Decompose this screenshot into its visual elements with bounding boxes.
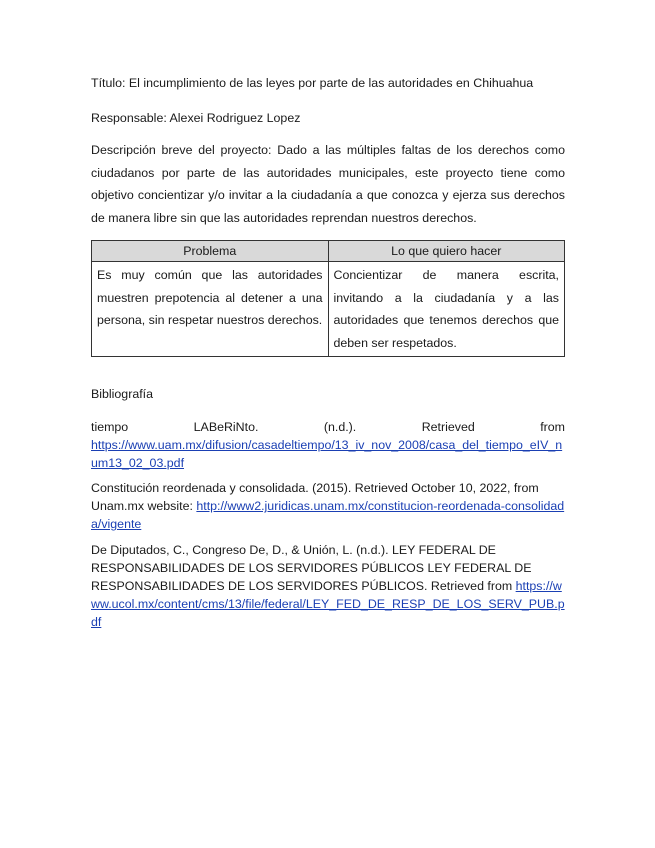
bibliografia-heading: Bibliografía	[91, 387, 153, 401]
reference-3-text: De Diputados, C., Congreso De, D., & Unión, L. (n.d.). LEY FEDERAL DE RESPONSABILIDADES DE LOS SERVIDORES PÚBLICOS LEY FEDERAL DE RESPONSABILIDADES DE LOS SERVIDORES PÚBLICOS. Retrieved from	[91, 543, 532, 593]
project-description: Descripción breve del proyecto: Dado a las múltiples faltas de los derechos como ciudadanos por parte de las autoridades municipales, este proyecto tiene como objetivo concientizar y/o invitar a la ciudadanía a que conozca y ejerza sus derechos de manera libre sin que las autoridades reprendan nuestros derechos.	[91, 143, 565, 225]
table-row	[92, 262, 565, 357]
reference-2-link[interactable]: http://www2.juridicas.unam.mx/constitucion-reordenada-consolidada/vigente	[91, 499, 565, 531]
reference-1-link[interactable]: https://www.uam.mx/difusion/casadeltiempo/13_iv_nov_2008/casa_del_tiempo_eIV_num13_02_03.pdf	[91, 438, 563, 470]
reference-1	[91, 418, 565, 472]
reference-2-text: Constitución reordenada y consolidada. (2015). Retrieved October 10, 2022, from Unam.mx website:	[91, 481, 539, 513]
table-header-row	[92, 241, 565, 262]
table-cell-problema: Es muy común que las autoridades muestren prepotencia al detener a una persona, sin respetar nuestros derechos.	[92, 262, 329, 357]
reference-3-link[interactable]: https://www.ucol.mx/content/cms/13/file/federal/LEY_FED_DE_RESP_DE_LOS_SERV_PUB.pdf	[91, 579, 565, 629]
reference-2	[91, 479, 565, 533]
title-line: Título: El incumplimiento de las leyes por parte de las autoridades en Chihuahua	[91, 76, 534, 90]
responsable-line: Responsable: Alexei Rodriguez Lopez	[91, 111, 301, 125]
problem-table	[91, 240, 565, 357]
table-header-lo-que-quiero-hacer: Lo que quiero hacer	[328, 241, 565, 262]
reference-3	[91, 541, 565, 631]
table-header-problema: Problema	[92, 241, 329, 262]
problem-table-wrapper	[91, 240, 565, 357]
reference-1-text: tiempo LABeRiNto. (n.d.). Retrieved from	[91, 420, 565, 434]
table-cell-accion: Concientizar de manera escrita, invitando a la ciudadanía y a las autoridades que tenemos derechos que deben ser respetados.	[328, 262, 565, 357]
